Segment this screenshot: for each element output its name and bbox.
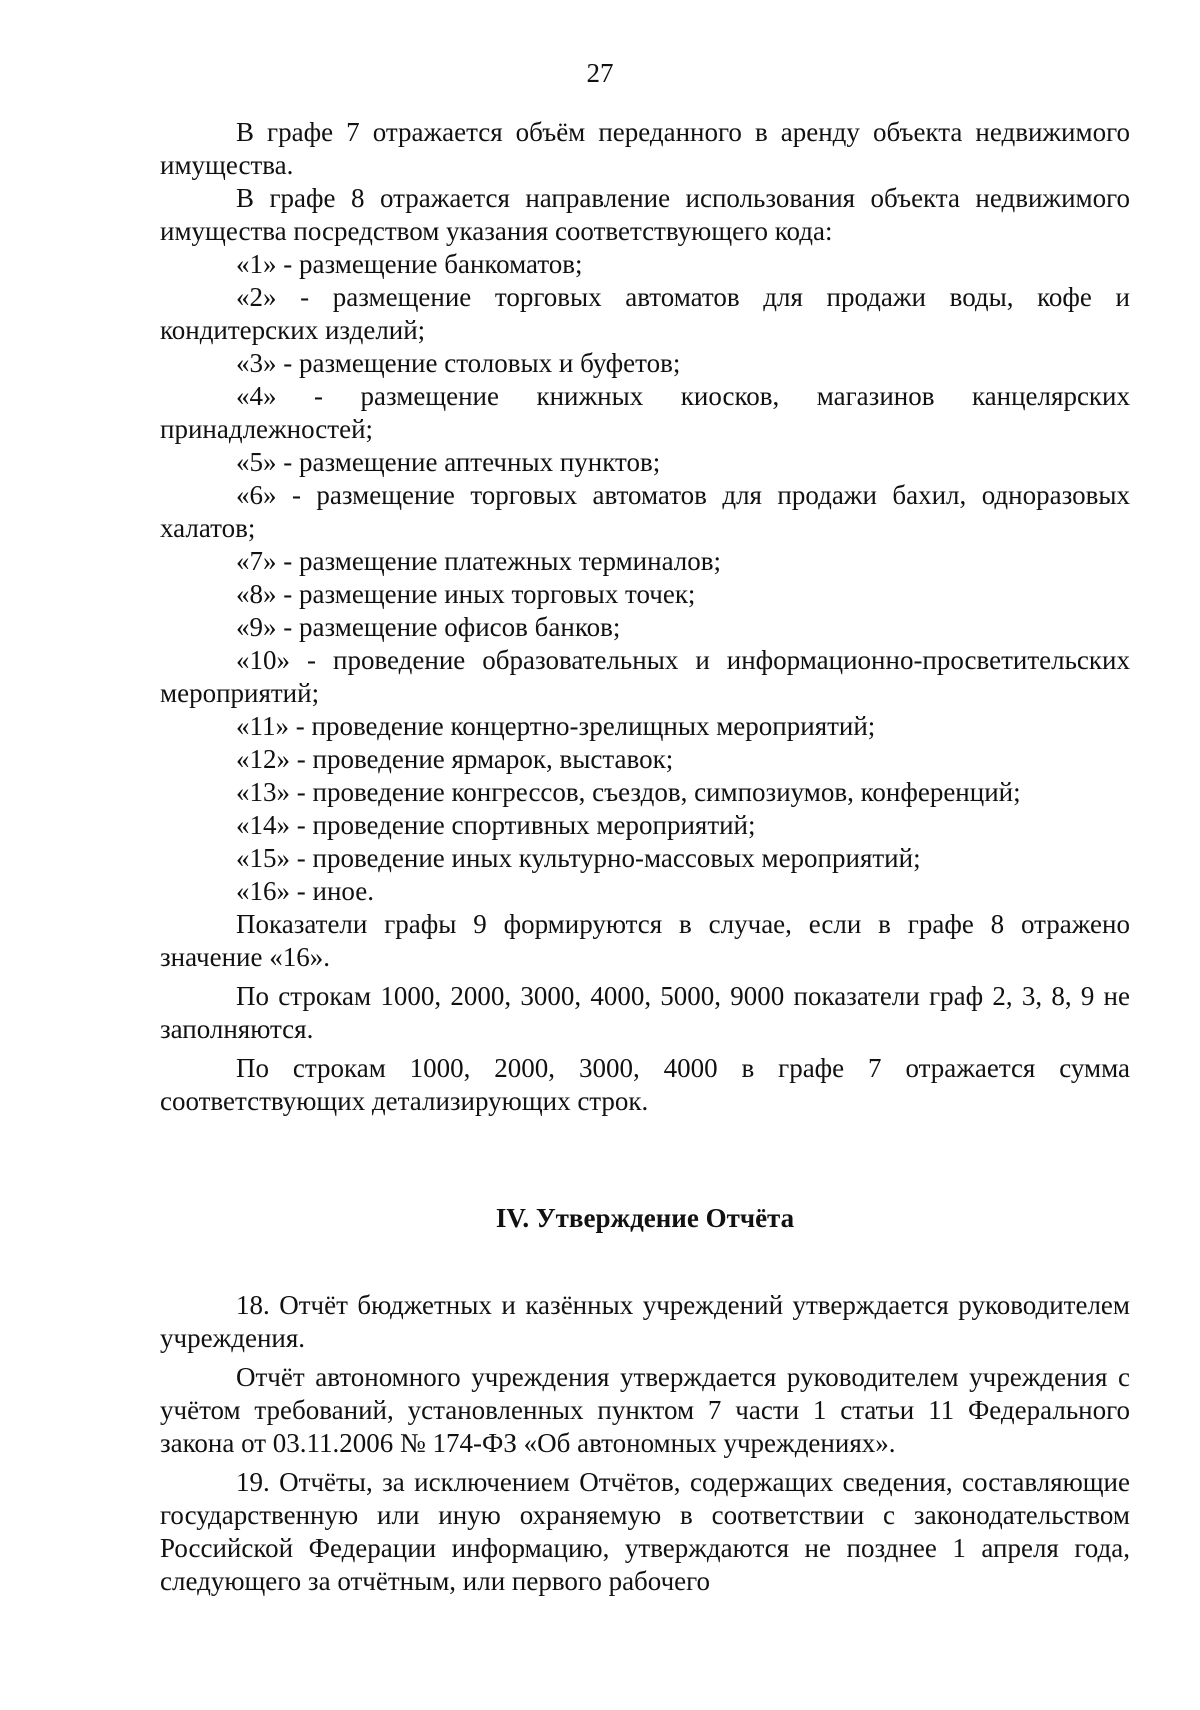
list-item-code-4: «4» - размещение книжных киосков, магазинов канцелярских принадлежностей;	[160, 381, 1130, 444]
list-item-code-8: «8» - размещение иных торговых точек;	[236, 579, 696, 609]
list-item-code-6: «6» - размещение торговых автоматов для продажи бахил, одноразовых халатов;	[160, 480, 1130, 543]
list-item-code-2: «2» - размещение торговых автоматов для продажи воды, кофе и кондитерских изделий;	[160, 282, 1130, 345]
list-item-code-5: «5» - размещение аптечных пунктов;	[236, 447, 661, 477]
list-item-code-3: «3» - размещение столовых и буфетов;	[236, 348, 681, 378]
list-item-code-15: «15» - проведение иных культурно-массовых мероприятий;	[236, 843, 921, 873]
paragraph: 18. Отчёт бюджетных и казённых учреждений утверждается руководителем учреждения.	[160, 1290, 1130, 1353]
paragraph: По строкам 1000, 2000, 3000, 4000, 5000, 9000 показатели граф 2, 3, 8, 9 не заполняются.	[160, 981, 1130, 1044]
document-body	[160, 116, 1130, 1598]
list-item-code-14: «14» - проведение спортивных мероприятий;	[236, 810, 756, 840]
section-heading: IV. Утверждение Отчёта	[495, 1203, 795, 1233]
paragraph: По строкам 1000, 2000, 3000, 4000 в графе 7 отражается сумма соответствующих детализирующих строк.	[160, 1053, 1130, 1116]
list-item-code-10: «10» - проведение образовательных и информационно-просветительских мероприятий;	[160, 645, 1130, 708]
paragraph: В графе 8 отражается направление использования объекта недвижимого имущества посредством указания соответствующего кода:	[160, 183, 1130, 246]
paragraph: 19. Отчёты, за исключением Отчётов, содержащих сведения, составляющие государственную или иную охраняемую в соответствии с законодательством Российской Федерации информацию, утверждаются не позднее 1 апреля года, следующего за отчётным, или первого рабочего	[160, 1467, 1130, 1596]
list-item-code-1: «1» - размещение банкоматов;	[236, 249, 583, 279]
paragraph: В графе 7 отражается объём переданного в аренду объекта недвижимого имущества.	[160, 117, 1130, 180]
list-item-code-16: «16» - иное.	[236, 876, 374, 906]
list-item-code-11: «11» - проведение концертно-зрелищных мероприятий;	[236, 711, 876, 741]
list-item-code-7: «7» - размещение платежных терминалов;	[236, 546, 722, 576]
page-number: 27	[586, 58, 614, 88]
paragraph: Отчёт автономного учреждения утверждается руководителем учреждения с учётом требований, установленных пунктом 7 части 1 статьи 11 Федерального закона от 03.11.2006 № 174-ФЗ «Об автономных учреждениях».	[160, 1362, 1130, 1458]
list-item-code-13: «13» - проведение конгрессов, съездов, симпозиумов, конференций;	[236, 777, 1021, 807]
list-item-code-12: «12» - проведение ярмарок, выставок;	[236, 744, 674, 774]
list-item-code-9: «9» - размещение офисов банков;	[236, 612, 621, 642]
paragraph: Показатели графы 9 формируются в случае, если в графе 8 отражено значение «16».	[160, 909, 1130, 972]
